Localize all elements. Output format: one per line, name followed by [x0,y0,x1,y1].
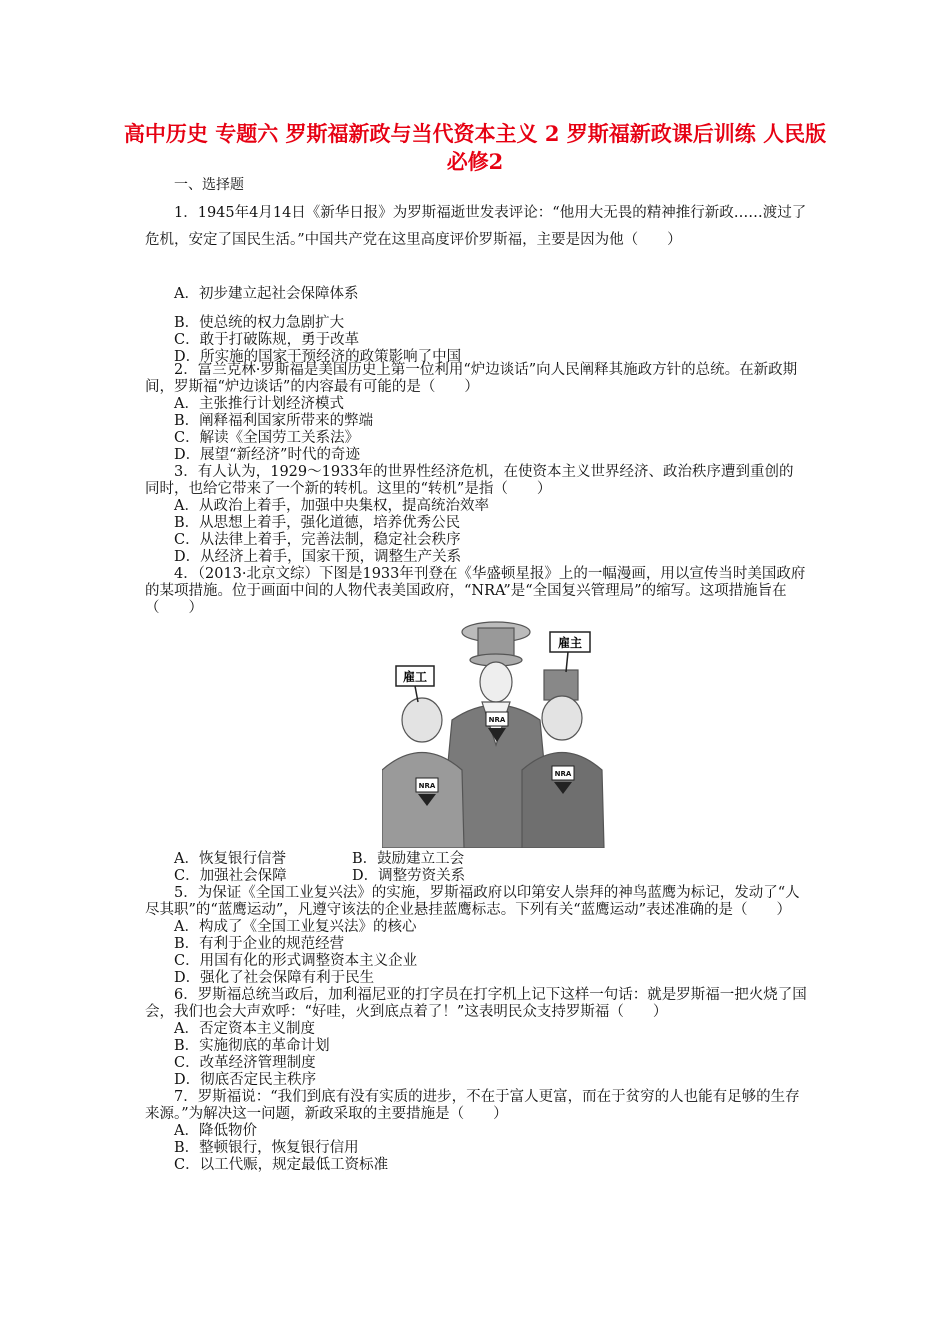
option-b: B．从思想上着手，强化道德，培养优秀公民 [174,515,461,531]
option-c: C．加强社会保障 [174,868,287,884]
questions-2-4 [145,362,807,617]
nra-cartoon-illustration [382,620,610,848]
option-a: A．降低物价 [174,1123,257,1139]
question-6-stem: 6．罗斯福总统当政后，加利福尼亚的打字员在打字机上记下这样一句话：就是罗斯福一把火烧了国会，我们也会大声欢呼：“好哇，火到底点着了！”这表明民众支持罗斯福（ ） [145,987,807,1020]
option-d: D．调整劳资关系 [352,868,466,884]
question-7-stem: 7．罗斯福说：“我们到底有没有实质的进步，不在于富人更富，而在于贫穷的人也能有足够的生存来源。”为解决这一问题，新政采取的主要措施是（ ） [145,1089,800,1122]
option-d: D．所实施的国家干预经济的政策影响了中国 [174,349,462,365]
section-heading: 一、选择题 [174,177,244,193]
option-c: C．改革经济管理制度 [174,1055,316,1071]
question-4-options-row-1 [145,851,807,868]
question-1 [145,200,807,254]
option-a: A．主张推行计划经济模式 [174,396,344,412]
option-b: B．整顿银行，恢复银行信用 [174,1140,359,1156]
sign-employer-label: 雇主 [557,636,583,650]
nra-badge-text: NRA [488,716,506,724]
option-c: C．用国有化的形式调整资本主义企业 [174,953,418,969]
sign-employee-label: 雇工 [402,670,428,684]
option-c: C．敢于打破陈规，勇于改革 [174,332,360,348]
option-b: B．阐释福利国家所带来的弊端 [174,413,374,429]
option-d: D．从经济上着手，国家干预，调整生产关系 [174,549,462,565]
question-1-options [145,286,807,366]
option-a: A．否定资本主义制度 [174,1021,315,1037]
option-c: C．解读《全国劳工关系法》 [174,430,360,446]
option-a: A．恢复银行信誉 [174,851,286,867]
question-3-stem: 3．有人认为，1929～1933年的世界性经济危机，在使资本主义世界经济、政治秩序遭到重创的同时，也给它带来了一个新的转机。这里的“转机”是指（ ） [145,464,794,497]
question-4-options-row-2 [145,868,807,885]
question-1-stem: 1．1945年4月14日《新华日报》为罗斯福逝世发表评论：“他用大无畏的精神推行新政……渡过了危机，安定了国民生活。”中国共产党在这里高度评价罗斯福，主要是因为他（ ） [145,205,807,248]
option-d: D．强化了社会保障有利于民生 [174,970,375,986]
option-c: C．以工代赈，规定最低工资标准 [174,1157,389,1173]
questions-4-7 [145,851,807,1174]
option-d: D．展望“新经济”时代的奇迹 [174,447,360,463]
question-5-stem: 5．为保证《全国工业复兴法》的实施，罗斯福政府以印第安人崇拜的神鸟蓝鹰为标记，发动了“人尽其职”的“蓝鹰运动”，凡遵守该法的企业悬挂蓝鹰标志。下列有关“蓝鹰运动”表述准确的是（ ） [145,885,800,918]
question-2-stem: 2．富兰克林·罗斯福是美国历史上第一位利用“炉边谈话”向人民阐释其施政方针的总统。在新政期间，罗斯福“炉边谈话”的内容最有可能的是（ ） [145,362,798,395]
option-b: B．鼓励建立工会 [352,851,465,867]
option-a: A．从政治上着手，加强中央集权，提高统治效率 [174,498,489,514]
option-a: A．构成了《全国工业复兴法》的核心 [174,919,417,935]
sign-employee [396,666,434,702]
option-c: C．从法律上着手，完善法制，稳定社会秩序 [174,532,461,548]
option-b: B．有利于企业的规范经营 [174,936,345,952]
nra-badge-text: NRA [418,782,436,790]
option-b: B．使总统的权力急剧扩大 [174,315,345,331]
option-b: B．实施彻底的革命计划 [174,1038,330,1054]
nra-badge-text: NRA [554,770,572,778]
option-a: A．初步建立起社会保障体系 [174,286,359,302]
sign-employer [550,632,590,672]
option-d: D．彻底否定民主秩序 [174,1072,317,1088]
document-title: 高中历史 专题六 罗斯福新政与当代资本主义 2 罗斯福新政课后训练 人民版必修2 [123,121,827,174]
question-4-stem: 4．（2013·北京文综）下图是1933年刊登在《华盛顿星报》上的一幅漫画，用以宣传当时美国政府的某项措施。位于画面中间的人物代表美国政府，“NRA”是“全国复兴管理局”的缩写。这项措施旨在（ ） [145,566,806,616]
